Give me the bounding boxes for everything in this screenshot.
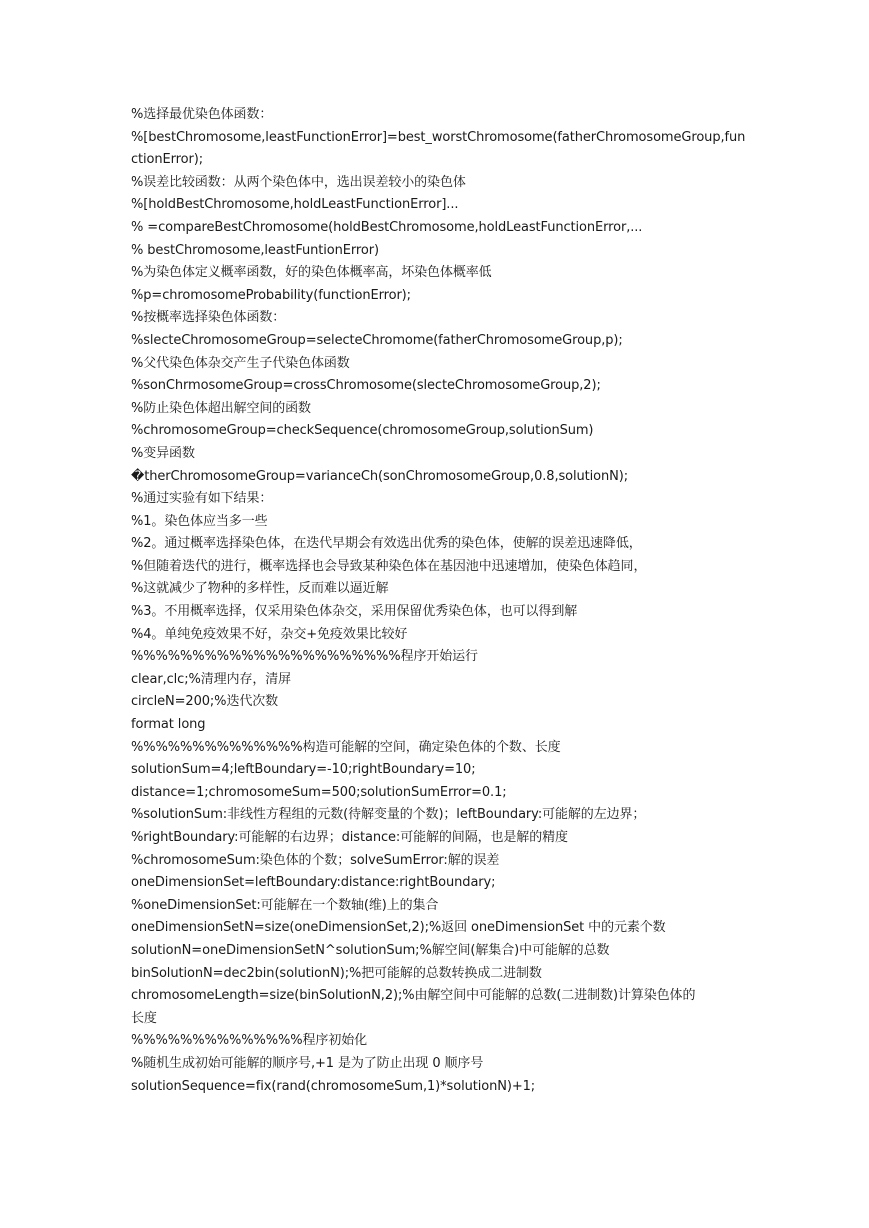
text-line: %oneDimensionSet:可能解在一个数轴(维)上的集合 [131, 897, 439, 913]
text-line: %solutionSum:非线性方程组的元数(待解变量的个数)；leftBoundary:可能解的左边界； [131, 807, 646, 823]
text-line: binSolutionN=dec2bin(solutionN);%把可能解的总数转换成二进制数 [131, 965, 542, 981]
text-line: %slecteChromosomeGroup=selecteChromome(fatherChromosomeGroup,p); [131, 332, 623, 348]
text-line: ctionError); [131, 152, 203, 168]
text-line: format long [131, 717, 206, 733]
text-line: %随机生成初始可能解的顺序号,+1 是为了防止出现 0 顺序号 [131, 1055, 484, 1071]
text-line: %%%%%%%%%%%%%%程序初始化 [131, 1033, 368, 1049]
text-line: distance=1;chromosomeSum=500;solutionSumError=0.1; [131, 784, 507, 800]
text-line: %chromosomeGroup=checkSequence(chromosomeGroup,solutionSum) [131, 423, 594, 439]
text-line: %1。染色体应当多一些 [131, 513, 268, 529]
text-line: %防止染色体超出解空间的函数 [131, 400, 311, 416]
text-line: % bestChromosome,leastFuntionError) [131, 242, 379, 258]
text-line: %[holdBestChromosome,holdLeastFunctionError]... [131, 197, 459, 213]
text-line: %%%%%%%%%%%%%%构造可能解的空间，确定染色体的个数、长度 [131, 739, 561, 755]
text-line: solutionSum=4;leftBoundary=-10;rightBoundary=10; [131, 762, 476, 778]
text-line: %[bestChromosome,leastFunctionError]=best_worstChromosome(fatherChromosomeGroup,fun [131, 129, 746, 145]
text-line: % =compareBestChromosome(holdBestChromosome,holdLeastFunctionError,... [131, 219, 643, 235]
text-line: circleN=200;%迭代次数 [131, 694, 279, 710]
text-line: %4。单纯免疫效果不好，杂交+免疫效果比较好 [131, 626, 408, 642]
text-line: oneDimensionSet=leftBoundary:distance:rightBoundary; [131, 875, 496, 891]
text-line: %%%%%%%%%%%%%%%%%%%%%%程序开始运行 [131, 649, 478, 665]
text-line: %sonChrmosomeGroup=crossChromosome(slecteChromosomeGroup,2); [131, 378, 601, 394]
text-line: %p=chromosomeProbability(functionError); [131, 287, 411, 303]
text-line: %通过实验有如下结果： [131, 491, 273, 507]
text-line: %rightBoundary:可能解的右边界；distance:可能解的间隔，也是解的精度 [131, 830, 568, 845]
text-line: %但随着迭代的进行，概率选择也会导致某种染色体在基因池中迅速增加，使染色体趋同， [131, 558, 647, 574]
text-line: clear,clc;%清理内存，清屏 [131, 671, 292, 687]
text-line: solutionSequence=fix(rand(chromosomeSum,1)*solutionN)+1; [131, 1078, 536, 1094]
text-line: oneDimensionSetN=size(oneDimensionSet,2);%返回 oneDimensionSet 中的元素个数 [131, 920, 666, 936]
text-line: %父代染色体杂交产生子代染色体函数 [131, 355, 350, 371]
text-line: %chromosomeSum:染色体的个数；solveSumError:解的误差 [131, 852, 500, 868]
text-line: %3。不用概率选择，仅采用染色体杂交，采用保留优秀染色体，也可以得到解 [131, 604, 578, 620]
text-line: %选择最优染色体函数： [131, 107, 273, 122]
text-line: solutionN=oneDimensionSetN^solutionSum;%解空间(解集合)中可能解的总数 [131, 942, 610, 958]
text-line: 长度 [131, 1010, 157, 1026]
text-line: %按概率选择染色体函数： [131, 310, 286, 326]
text-line: �therChromosomeGroup=varianceCh(sonChromosomeGroup,0.8,solutionN); [131, 468, 629, 484]
text-line: %变异函数 [131, 445, 195, 461]
text-line: %为染色体定义概率函数，好的染色体概率高，坏染色体概率低 [131, 265, 492, 281]
text-line: %这就减少了物种的多样性，反而难以逼近解 [131, 581, 389, 597]
document-body [131, 104, 746, 1098]
text-line: chromosomeLength=size(binSolutionN,2);%由解空间中可能解的总数(二进制数)计算染色体的 [131, 988, 696, 1004]
text-line: %误差比较函数：从两个染色体中，选出误差较小的染色体 [131, 174, 466, 190]
text-line: %2。通过概率选择染色体，在迭代早期会有效选出优秀的染色体，使解的误差迅速降低， [131, 536, 642, 552]
